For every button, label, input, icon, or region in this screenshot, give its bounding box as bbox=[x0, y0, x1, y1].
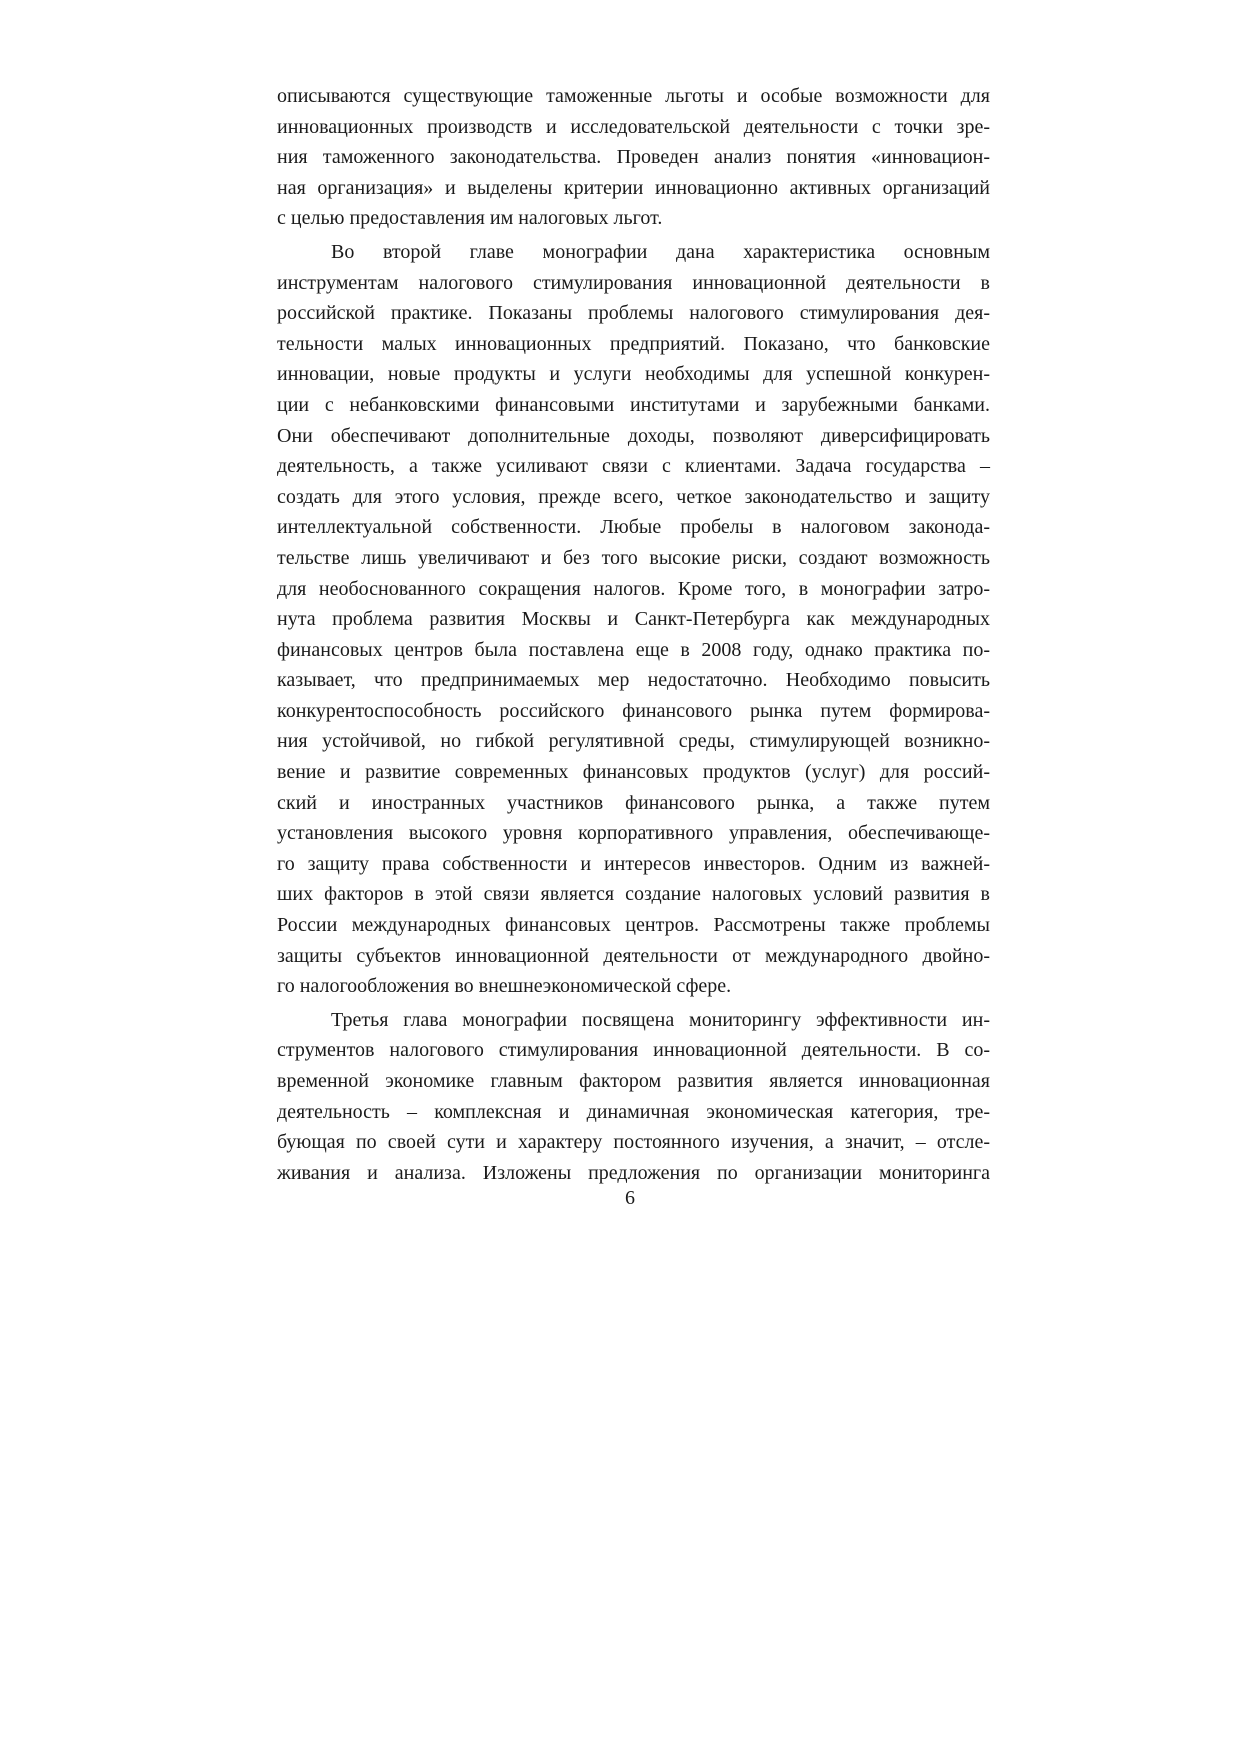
text-line: деятельность, а также усиливают связи с клиентами. Задача государства – bbox=[277, 455, 990, 478]
text-line: временной экономике главным фактором развития является инновационная bbox=[277, 1070, 990, 1092]
text-line: конкурентоспособность российского финансового рынка путем формирова- bbox=[277, 699, 990, 722]
paragraph bbox=[277, 81, 990, 234]
text-line: ная организация» и выделены критерии инновационно активных организаций bbox=[277, 176, 990, 199]
text-line: ции с небанковскими финансовыми институтами и зарубежными банками. bbox=[277, 393, 990, 416]
text-line: тельности малых инновационных предприятий. Показано, что банковские bbox=[277, 332, 990, 355]
text-line: ших факторов в этой связи является создание налоговых условий развития в bbox=[277, 883, 990, 906]
text-line: инновационных производств и исследовательской деятельности с точки зре- bbox=[277, 115, 990, 138]
text-line: описываются существующие таможенные льготы и особые возможности для bbox=[277, 85, 990, 107]
text-line: для необоснованного сокращения налогов. Кроме того, в монографии затро- bbox=[277, 577, 990, 600]
text-line: тельстве лишь увеличивают и без того высокие риски, создают возможность bbox=[277, 546, 990, 569]
page-number: 6 bbox=[625, 1187, 635, 1209]
paragraph bbox=[277, 237, 990, 1002]
text-line: ский и иностранных участников финансового рынка, а также путем bbox=[277, 791, 990, 814]
text-line: ния таможенного законодательства. Проведен анализ понятия «инновацион- bbox=[277, 146, 990, 169]
text-line: России международных финансовых центров. Рассмотрены также проблемы bbox=[277, 914, 990, 937]
text-line: струментов налогового стимулирования инновационной деятельности. В со- bbox=[277, 1039, 990, 1062]
text-line: бующая по своей сути и характеру постоянного изучения, а значит, – отсле- bbox=[277, 1131, 990, 1154]
text-line: Они обеспечивают дополнительные доходы, позволяют диверсифицировать bbox=[277, 424, 990, 447]
text-line: российской практике. Показаны проблемы налогового стимулирования дея- bbox=[277, 302, 990, 325]
text-line: Третья глава монографии посвящена мониторингу эффективности ин- bbox=[331, 1008, 990, 1031]
text-line: Во второй главе монографии дана характеристика основным bbox=[331, 240, 990, 263]
text-line: защиты субъектов инновационной деятельности от международного двойно- bbox=[277, 944, 990, 967]
text-line: го защиту права собственности и интересов инвесторов. Одним из важней- bbox=[277, 852, 990, 875]
text-line: деятельность – комплексная и динамичная экономическая категория, тре- bbox=[277, 1100, 990, 1123]
text-line: живания и анализа. Изложены предложения по организации мониторинга bbox=[277, 1161, 990, 1184]
text-line: инструментам налогового стимулирования инновационной деятельности в bbox=[277, 271, 990, 294]
text-line: создать для этого условия, прежде всего, четкое законодательство и защиту bbox=[277, 485, 990, 508]
text-line: ния устойчивой, но гибкой регулятивной среды, стимулирующей возникно- bbox=[277, 730, 990, 753]
text-line: инновации, новые продукты и услуги необходимы для успешной конкурен- bbox=[277, 363, 990, 386]
text-line: го налогообложения во внешнеэкономической сфере. bbox=[277, 975, 732, 998]
body-text bbox=[277, 81, 990, 1188]
text-line: вение и развитие современных финансовых продуктов (услуг) для россий- bbox=[277, 761, 990, 784]
text-line: с целью предоставления им налоговых льгот. bbox=[277, 207, 663, 230]
text-line: нута проблема развития Москвы и Санкт-Петербурга как международных bbox=[277, 608, 990, 631]
text-line: установления высокого уровня корпоративного управления, обеспечивающе- bbox=[277, 822, 990, 845]
text-line: финансовых центров была поставлена еще в 2008 году, однако практика по- bbox=[277, 638, 990, 661]
paragraph bbox=[277, 1005, 990, 1189]
text-line: интеллектуальной собственности. Любые пробелы в налоговом законода- bbox=[277, 516, 990, 539]
text-line: казывает, что предпринимаемых мер недостаточно. Необходимо повысить bbox=[277, 669, 990, 692]
